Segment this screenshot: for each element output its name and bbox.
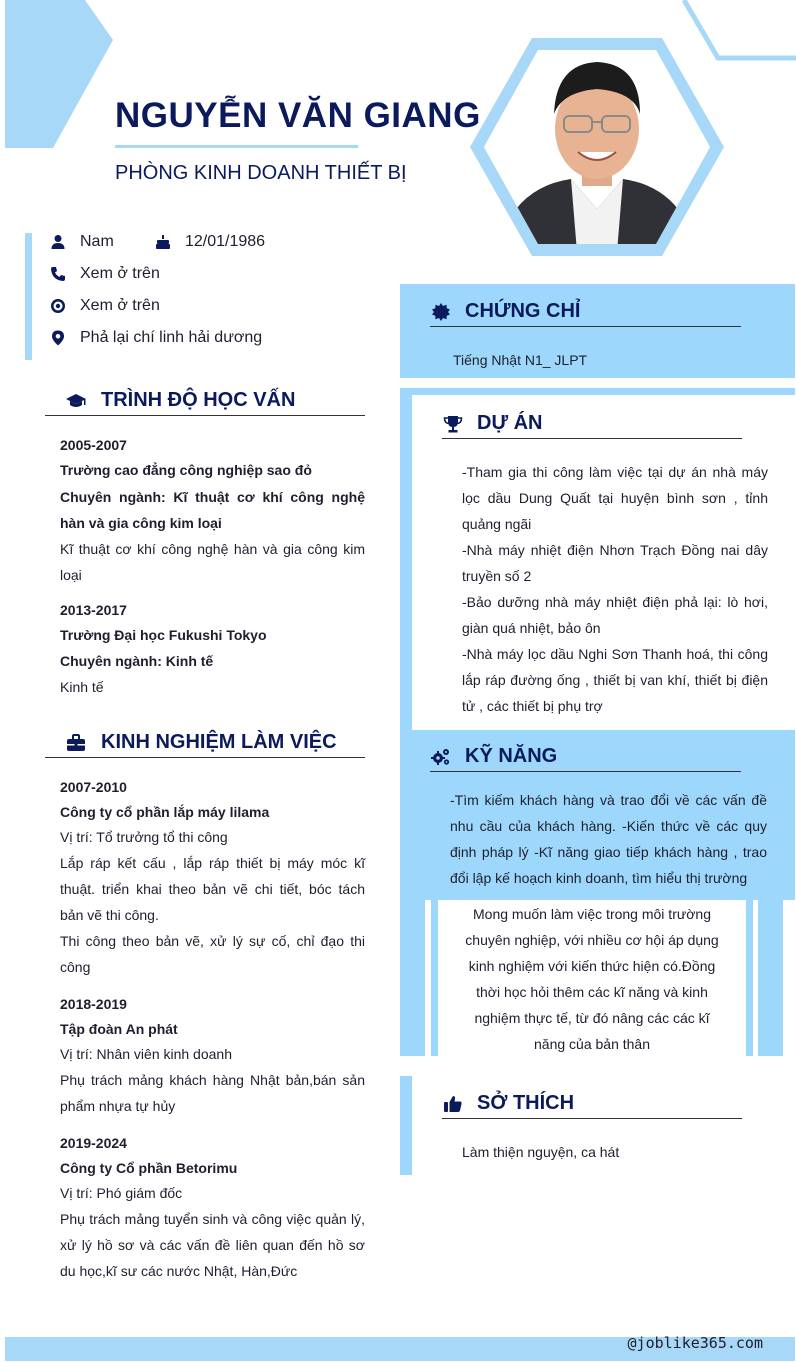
certificate-icon xyxy=(430,301,452,323)
map-pin-icon xyxy=(50,330,66,346)
education-school: Trường Đại học Fukushi Tokyo xyxy=(60,627,267,643)
footer-handle: @joblike365.com xyxy=(627,1334,763,1352)
projects-title: DỰ ÁN xyxy=(477,412,543,434)
project-item: -Tham gia thi công làm việc tại dự án nhà máy lọc dầu Dung Quất tại huyện bình sơn , tỉnh quảng ngãi xyxy=(462,464,768,532)
education-period: 2013-2017 xyxy=(60,602,127,618)
project-item: -Nhà máy lọc dầu Nghi Sơn Thanh hoá, thi công lắp ráp đường ống , thiết bị van khí, thiết bị điện tử , các thiết bị phụ trợ xyxy=(462,646,768,714)
candidate-name: NGUYỄN VĂN GIANG xyxy=(115,96,481,135)
education-title: TRÌNH ĐỘ HỌC VẤN xyxy=(101,389,296,411)
address-value: Phả lại chí linh hải dương xyxy=(80,329,263,346)
certificate-text: Tiếng Nhật N1_ JLPT xyxy=(453,352,588,368)
experience-period: 2019-2024 xyxy=(60,1135,127,1151)
education-major: Chuyên ngành: Kinh tế xyxy=(60,653,214,669)
hobbies-band xyxy=(400,1076,412,1175)
contact-accent-bar xyxy=(25,233,32,360)
experience-company: Công ty Cổ phần Betorimu xyxy=(60,1160,238,1176)
experience-item xyxy=(60,774,365,980)
contact-gender xyxy=(50,233,114,251)
thumbs-up-icon xyxy=(442,1093,464,1115)
education-school: Trường cao đẳng công nghiệp sao đỏ xyxy=(60,462,312,478)
education-item xyxy=(60,597,365,700)
experience-company: Tập đoàn An phát xyxy=(60,1021,178,1037)
contact-birthday xyxy=(155,233,265,251)
experience-title: KINH NGHIỆM LÀM VIỆC xyxy=(101,731,337,753)
phone-icon xyxy=(50,266,66,282)
experience-company: Công ty cổ phần lắp máy lilama xyxy=(60,804,270,820)
education-major: Chuyên ngành: Kĩ thuật cơ khí công nghệ hàn và gia công kim loại xyxy=(60,489,365,531)
hobbies-heading xyxy=(442,1089,742,1119)
certificates-title: CHỨNG CHỈ xyxy=(465,300,581,322)
objective-band xyxy=(431,900,438,1056)
name-underline xyxy=(115,145,358,148)
profile-photo xyxy=(466,34,728,260)
projects-top-band xyxy=(400,388,795,395)
experience-item xyxy=(60,1130,365,1284)
user-icon xyxy=(50,234,66,250)
projects-left-band xyxy=(400,388,412,730)
gender-value: Nam xyxy=(80,233,114,250)
at-sign-icon xyxy=(50,298,66,314)
contact-phone xyxy=(50,265,160,283)
objective-band xyxy=(746,900,753,1056)
experience-item xyxy=(60,991,365,1119)
contact-address xyxy=(50,329,262,347)
certificates-heading xyxy=(430,297,741,327)
trophy-icon xyxy=(442,413,464,435)
graduation-cap-icon xyxy=(65,390,87,412)
birthday-cake-icon xyxy=(155,234,171,250)
experience-position: Vị trí: Tổ trưởng tổ thi công xyxy=(60,829,228,845)
experience-desc: Phụ trách mảng khách hàng Nhật bản,bán sản phẩm nhựa tự hủy xyxy=(60,1072,365,1114)
experience-period: 2007-2010 xyxy=(60,779,127,795)
experience-period: 2018-2019 xyxy=(60,996,127,1012)
job-title: PHÒNG KINH DOANH THIẾT BỊ xyxy=(115,162,407,184)
hobbies-text: Làm thiện nguyện, ca hát xyxy=(462,1144,620,1160)
experience-desc: Phụ trách mảng tuyển sinh và công việc quản lý, xử lý hồ sơ và các vấn đề liên quan đến hồ sơ du học,kĩ sư các nước Nhật, Hàn,Đức xyxy=(60,1211,365,1279)
email-value: Xem ở trên xyxy=(80,297,160,314)
phone-value: Xem ở trên xyxy=(80,265,160,282)
education-period: 2005-2007 xyxy=(60,437,127,453)
contact-email xyxy=(50,297,160,315)
experience-heading xyxy=(45,728,365,758)
objective-band xyxy=(758,900,783,1056)
gears-icon xyxy=(430,746,452,768)
education-desc: Kinh tế xyxy=(60,679,104,695)
experience-position: Vị trí: Nhân viên kinh doanh xyxy=(60,1046,232,1062)
education-desc: Kĩ thuật cơ khí công nghệ hàn và gia công kim loại xyxy=(60,541,365,583)
objective-text: Mong muốn làm việc trong môi trường chuyên nghiệp, với nhiều cơ hội áp dụng kinh nghiệm với kiến thức hiện có.Đồng thời học hỏi thêm các kĩ năng và kinh nghiệm thực tế, từ đó nâng các các kĩ năng của bản thân xyxy=(465,906,719,1052)
skills-text: -Tìm kiếm khách hàng và trao đổi về các vấn đề nhu cầu của khách hàng. -Kiến thức về các quy định pháp lý -Kĩ năng giao tiếp khách hàng , trao đổi lập kế hoạch kinh doanh, tìm hiểu thị trường xyxy=(450,792,767,886)
project-item: -Nhà máy nhiệt điện Nhơn Trạch Đồng nai dây truyền số 2 xyxy=(462,542,768,584)
birthday-value: 12/01/1986 xyxy=(185,233,266,250)
briefcase-icon xyxy=(65,732,87,754)
decorative-corner-shape xyxy=(5,0,113,148)
education-item xyxy=(60,432,365,588)
experience-position: Vị trí: Phó giám đốc xyxy=(60,1185,183,1201)
projects-heading xyxy=(442,409,742,439)
projects-list xyxy=(462,459,768,719)
hobbies-title: SỞ THÍCH xyxy=(477,1092,575,1114)
skills-heading xyxy=(430,742,741,772)
experience-desc: Lắp ráp kết cấu , lắp ráp thiết bị máy móc kĩ thuật. triển khai theo bản vẽ chi tiết, bóc tách bản vẽ thi công. xyxy=(60,855,365,923)
education-heading xyxy=(45,386,365,416)
project-item: -Bảo dưỡng nhà máy nhiệt điện phả lại: lò hơi, giàn quá nhiệt, bảo ôn xyxy=(462,594,768,636)
experience-desc: Thi công theo bản vẽ, xử lý sự cố, chỉ đạo thi công xyxy=(60,933,365,975)
objective-band xyxy=(400,900,425,1056)
skills-title: KỸ NĂNG xyxy=(465,745,558,767)
